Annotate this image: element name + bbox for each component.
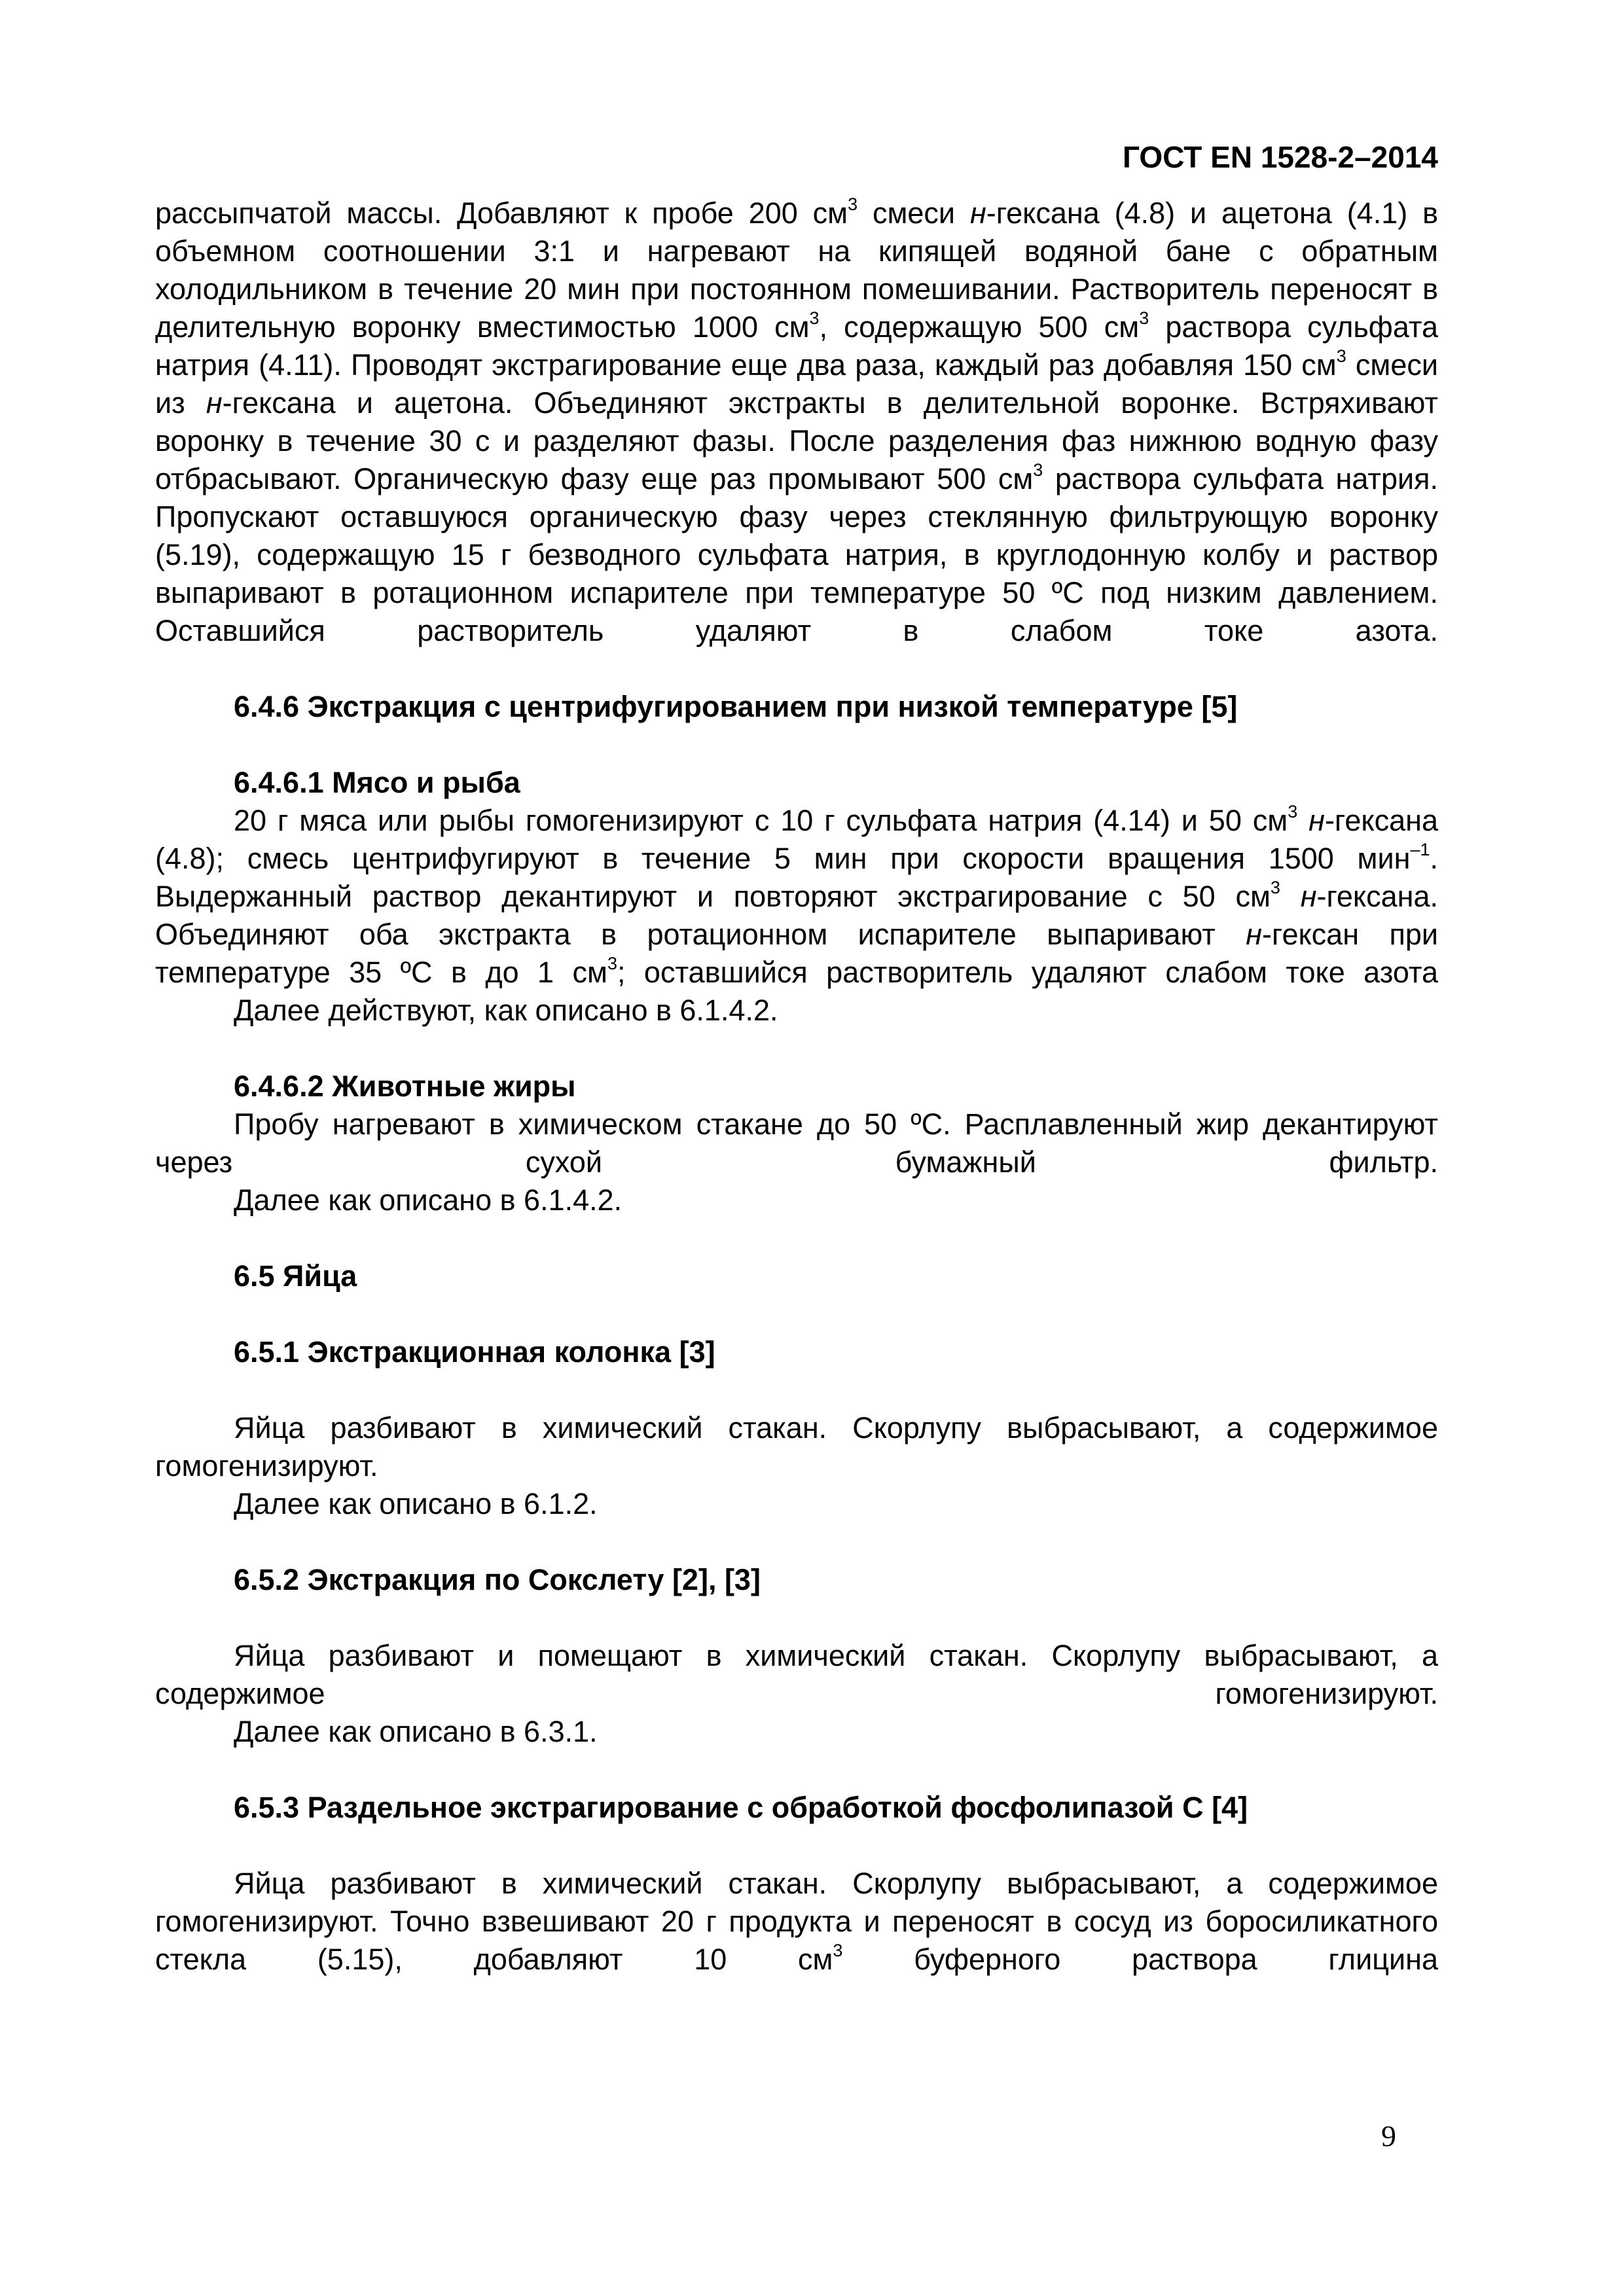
paragraph-extraction-column-next: Далее как описано в 6.1.2.	[234, 1487, 598, 1520]
standard-designation: ГОСТ EN 1528-2–2014	[1122, 140, 1438, 174]
paragraph-meat-fish-next: Далее действуют, как описано в 6.1.4.2.	[234, 994, 778, 1027]
section-heading-6-5-3: 6.5.3 Раздельное экстрагирование с обработкой фосфолипазой С [4]	[234, 1791, 1248, 1824]
paragraph-soxhlet: Яйца разбивают и помещают в химический стакан. Скорлупу выбрасывают, а содержимое гомогенизируют.	[155, 1639, 1438, 1710]
section-heading-6-5-1: 6.5.1 Экстракционная колонка [3]	[234, 1335, 715, 1369]
paragraph-meat-fish: 20 г мяса или рыбы гомогенизируют с 10 г сульфата натрия (4.14) и 50 $см^3$ н-гексана (4.8); смесь центрифугируют в течение 5 мин при скорости вращения 1500 мин$^{-1}$. Выдержанный раствор декантируют и повторяют экстрагирование с 50 $см^3$ н-гексана. Объединяют оба экстракта в ротационном испарителе выпаривают н-гексан при температуре 35 ºС в до 1 $см^3$; оставшийся растворитель удаляют слабом токе азота	[155, 802, 1438, 989]
page-number: 9	[1381, 2119, 1396, 2153]
section-heading-6-4-6-2: 6.4.6.2 Животные жиры	[234, 1069, 576, 1103]
paragraph-animal-fats-next: Далее как описано в 6.1.4.2.	[234, 1183, 623, 1217]
section-heading-6-4-6: 6.4.6 Экстракция с центрифугированием при низкой температуре [5]	[234, 690, 1238, 723]
paragraph-soxhlet-next: Далее как описано в 6.3.1.	[234, 1715, 598, 1748]
paragraph-solvent-extraction: рассыпчатой массы. Добавляют к пробе 200 $см^3$ смеси н-гексана (4.8) и ацетона (4.1) в объемном соотношении 3:1 и нагревают на кипящей водяной бане с обратным холодильником в течение 20 мин при постоянном помешивании. Растворитель переносят в делительную воронку вместимостью 1000 $см^3$, содержащую 500 $см^3$ раствора сульфата натрия (4.11). Проводят экстрагирование еще два раза, каждый раз добавляя 150 $см^3$ смеси из н-гексана и ацетона. Объединяют экстракты в делительной воронке. Встряхивают воронку в течение 30 с и разделяют фазы. После разделения фаз нижнюю водную фазу отбрасывают. Органическую фазу еще раз промывают 500 $см^3$ раствора сульфата натрия. Пропускают оставшуюся органическую фазу через стеклянную фильтрующую воронку (5.19), содержащую 15 г безводного сульфата натрия, в круглодонную колбу и раствор выпаривают в ротационном испарителе при температуре 50 ºС под низким давлением. Оставшийся растворитель удаляют в слабом токе азота.	[155, 194, 1439, 647]
paragraph-extraction-column: Яйца разбивают в химический стакан. Скорлупу выбрасывают, а содержимое гомогенизируют.	[155, 1411, 1438, 1482]
paragraph-phospholipase: Яйца разбивают в химический стакан. Скорлупу выбрасывают, а содержимое гомогенизируют. Точно взвешивают 20 г продукта и переносят в сосуд из боросиликатного стекла (5.15), добавляют 10 $см^3$ буферного раствора глицина	[155, 1867, 1438, 1976]
section-heading-6-5-2: 6.5.2 Экстракция по Сокслету [2], [3]	[234, 1563, 761, 1596]
paragraph-animal-fats: Пробу нагревают в химическом стакане до 50 ºС. Расплавленный жир декантируют через сухой бумажный фильтр.	[155, 1107, 1438, 1179]
document-body	[155, 194, 1438, 1979]
section-heading-6-4-6-1: 6.4.6.1 Мясо и рыба	[234, 766, 520, 799]
section-heading-6-5: 6.5 Яйца	[234, 1259, 357, 1293]
